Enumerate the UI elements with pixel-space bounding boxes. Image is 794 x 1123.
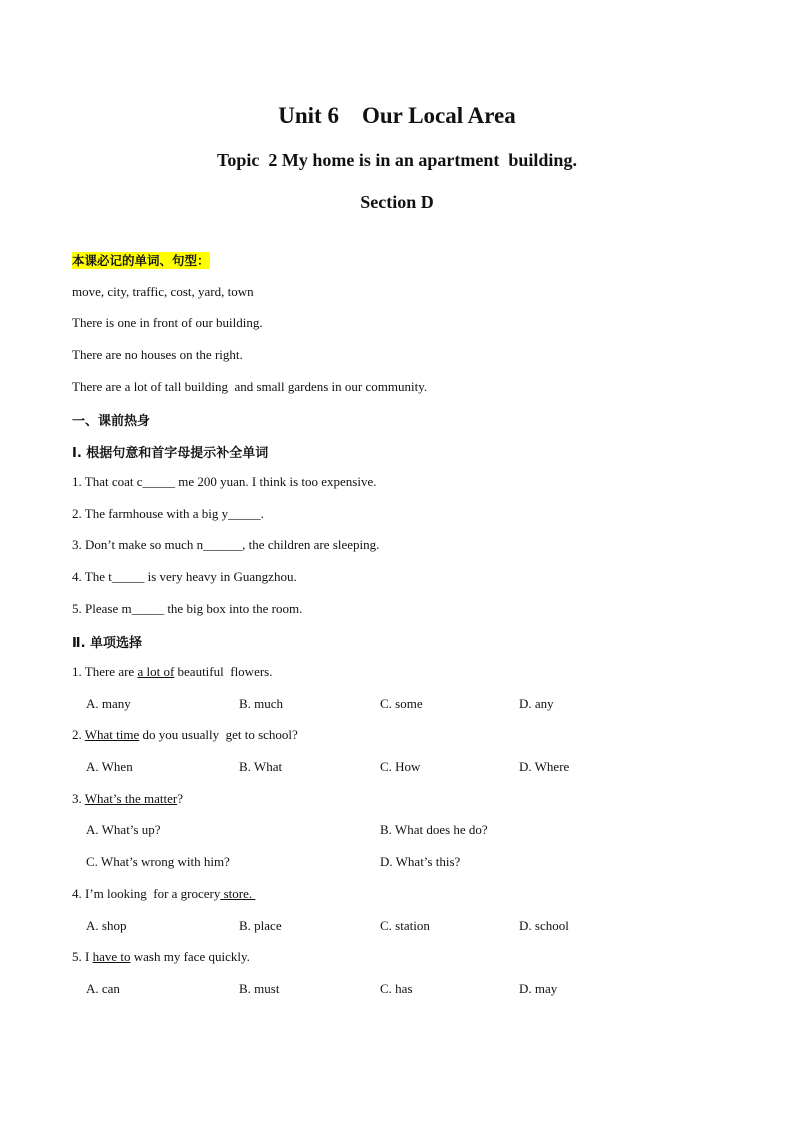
sentence-2: There are no houses on the right. [72,347,243,362]
mc4-option-d: D. school [519,918,569,933]
mc-question-1: 1. There are a lot of beautiful flowers. [72,664,273,679]
fill-blank-2: 2. The farmhouse with a big y_____. [72,506,264,521]
mc-question-3: 3. What’s the matter? [72,791,183,806]
mc2-option-b: B. What [239,759,283,774]
mc3-option-d: D. What’s this? [380,854,461,869]
fill-blank-3: 3. Don’t make so much n______, the children are sleeping. [72,537,380,552]
mc5-option-d: D. may [519,981,558,996]
part1-heading: 一、课前热身 [72,414,151,429]
mc1-option-c: C. some [380,696,423,711]
mc5-option-a: A. can [86,981,120,996]
fill-blank-1: 1. That coat c_____ me 200 yuan. I think is too expensive. [72,474,377,489]
mc-question-4: 4. I’m looking for a grocery store. [72,886,256,901]
mc4-option-b: B. place [239,918,282,933]
mc2-option-a: A. When [86,759,133,774]
sentence-1: There is one in front of our building. [72,315,263,330]
mc1-option-d: D. any [519,696,554,711]
mc2-option-c: C. How [380,759,421,774]
unit-title: Unit 6 Our Local Area [278,103,516,128]
mc4-option-a: A. shop [86,918,127,933]
mc3-option-a: A. What’s up? [86,822,161,837]
mc2-option-d: D. Where [519,759,570,774]
sentence-3: There are a lot of tall building and small gardens in our community. [72,379,428,394]
mc5-option-c: C. has [380,981,413,996]
fill-blank-4: 4. The t_____ is very heavy in Guangzhou. [72,569,297,584]
mc3-option-b: B. What does he do? [380,822,488,837]
multiple-choice-heading: Ⅱ. 单项选择 [72,636,143,651]
must-remember-label: 本课必记的单词、句型： [72,253,210,268]
mc-question-2: 2. What time do you usually get to school? [72,727,298,742]
mc3-option-c: C. What’s wrong with him? [86,854,230,869]
topic-title: Topic 2 My home is in an apartment building. [217,150,577,170]
mc1-option-a: A. many [86,696,131,711]
mc4-option-c: C. station [380,918,430,933]
section-title: Section D [360,192,434,212]
fill-blank-heading: Ⅰ. 根据句意和首字母提示补全单词 [72,446,269,461]
fill-blank-5: 5. Please m_____ the big box into the room. [72,601,303,616]
mc5-option-b: B. must [239,981,280,996]
mc-question-5: 5. I have to wash my face quickly. [72,949,250,964]
mc1-option-b: B. much [239,696,284,711]
vocab-words: move, city, traffic, cost, yard, town [72,284,254,299]
